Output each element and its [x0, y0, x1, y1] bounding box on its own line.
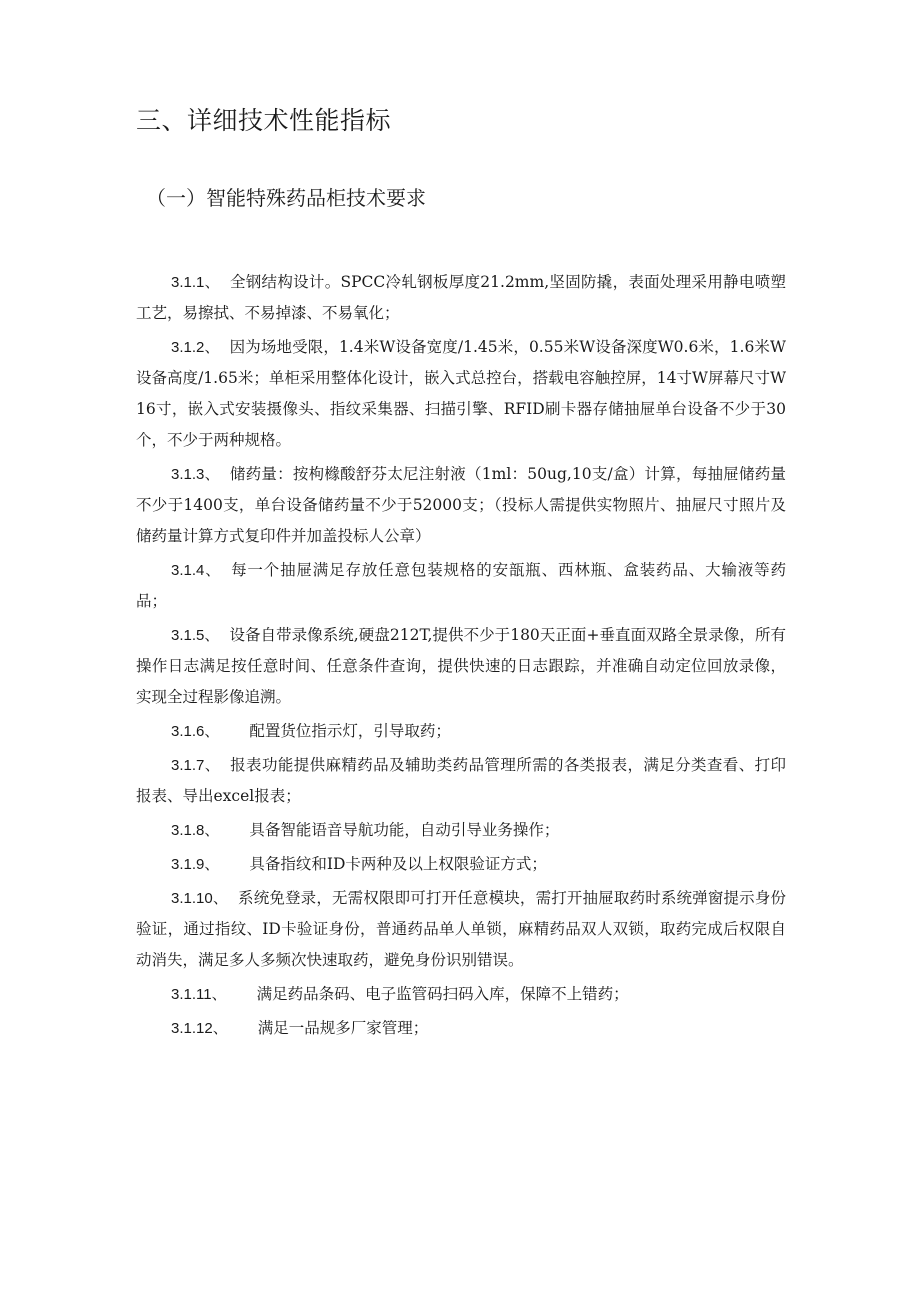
item-number: 3.1.5、 [171, 627, 220, 644]
item-number: 3.1.2、 [171, 339, 220, 356]
list-item [136, 750, 786, 812]
subsection-title: （一）智能特殊药品柜技术要求 [146, 186, 426, 210]
item-text: 满足一品规多厂家管理； [257, 1019, 429, 1037]
list-item [136, 716, 786, 747]
item-text: 因为场地受限，1.4米W设备宽度/1.45米，0.55米W设备深度W0.6米，1.6米W设备高度/1.65米；单柜采用整体化设计，嵌入式总控台，搭载电容触控屏，14寸W屏幕尺寸W16寸，嵌入式安装摄像头、指纹采集器、扫描引擎、RFID刷卡器存储抽屉单台设备不少于30个，不少于两种规格。 [136, 338, 786, 449]
item-text: 储药量：按枸橼酸舒芬太尼注射液（1ml：50ug,10支/盒）计算，每抽屉储药量不少于1400支，单台设备储药量不少于52000支；（投标人需提供实物照片、抽屉尺寸照片及储药量计算方式复印件并加盖投标人公章） [136, 465, 786, 545]
item-number: 3.1.10、 [171, 890, 229, 907]
list-item [136, 459, 786, 552]
list-item [136, 332, 786, 456]
item-text: 全钢结构设计。SPCC冷轧钢板厚度21.2mm,坚固防撬，表面处理采用静电喷塑工艺，易擦拭、不易掉漆、不易氧化； [136, 273, 786, 322]
item-number: 3.1.11、 [171, 986, 227, 1003]
list-item [136, 267, 786, 329]
item-text: 满足药品条码、电子监管码扫码入库，保障不上错药； [256, 985, 629, 1003]
list-item [136, 979, 786, 1010]
requirements-list [136, 267, 786, 1047]
item-text: 报表功能提供麻精药品及辅助类药品管理所需的各类报表，满足分类查看、打印报表、导出excel报表； [136, 756, 786, 805]
list-item [136, 883, 786, 976]
list-item [136, 620, 786, 713]
item-number: 3.1.12、 [171, 1020, 228, 1037]
item-text: 具备智能语音导航功能，自动引导业务操作； [249, 821, 560, 839]
list-item [136, 555, 786, 617]
section-title: 三、详细技术性能指标 [136, 106, 392, 135]
list-item [136, 815, 786, 846]
item-text: 系统免登录，无需权限即可打开任意模块，需打开抽屉取药时系统弹窗提示身份验证，通过指纹、ID卡验证身份，普通药品单人单锁，麻精药品双人双锁，取药完成后权限自动消失，满足多人多频次快速取药，避免身份识别错误。 [136, 889, 786, 969]
item-number: 3.1.8、 [171, 822, 220, 839]
item-text: 配置货位指示灯，引导取药； [249, 722, 451, 740]
item-number: 3.1.6、 [171, 723, 220, 740]
item-number: 3.1.7、 [171, 757, 221, 774]
item-number: 3.1.4、 [171, 562, 222, 579]
item-number: 3.1.1、 [171, 274, 220, 291]
item-text: 每一个抽屉满足存放任意包装规格的安瓿瓶、西林瓶、盒装药品、大输液等药品； [136, 561, 786, 610]
item-text: 具备指纹和ID卡两种及以上权限验证方式； [249, 855, 547, 873]
item-number: 3.1.3、 [171, 466, 220, 483]
list-item [136, 849, 786, 880]
item-text: 设备自带录像系统,硬盘212T,提供不少于180天正面+垂直面双路全景录像，所有操作日志满足按任意时间、任意条件查询，提供快速的日志跟踪，并准确自动定位回放录像，实现全过程影像追溯。 [136, 626, 786, 706]
item-number: 3.1.9、 [171, 856, 220, 873]
list-item [136, 1013, 786, 1044]
